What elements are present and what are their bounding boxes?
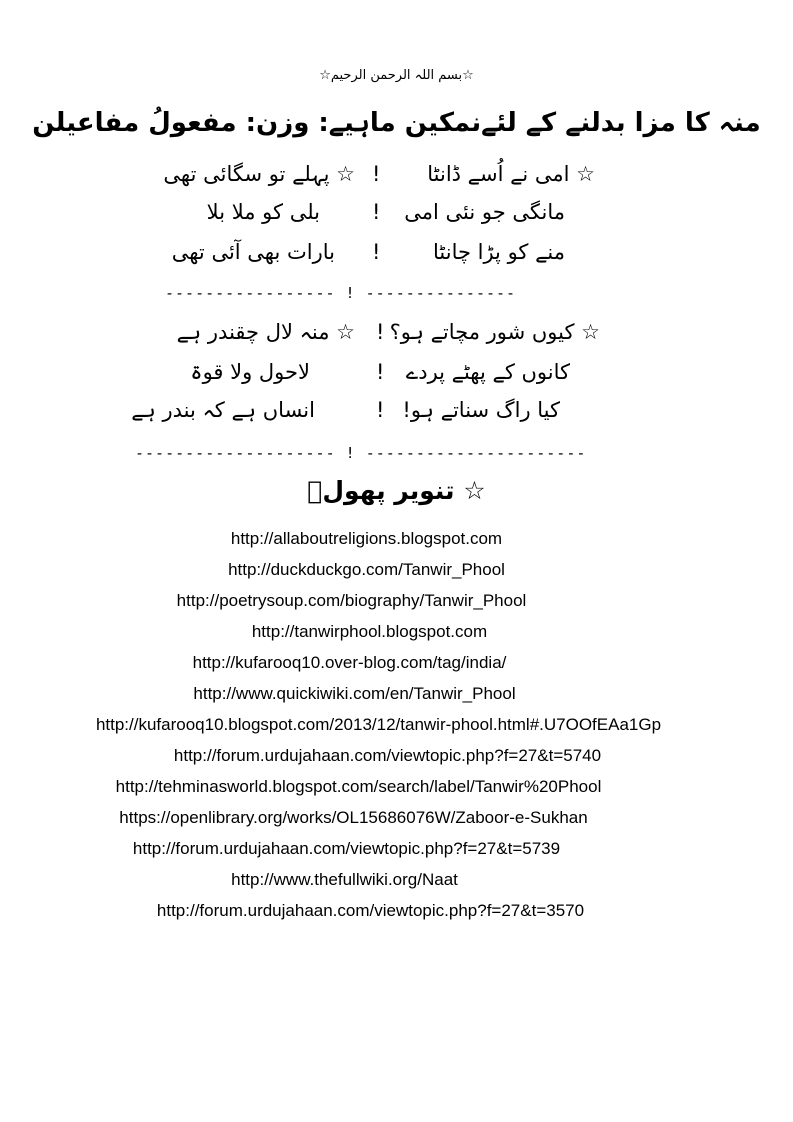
verse-right: کیا راگ سناتے ہو! — [402, 398, 560, 422]
verse-left: ☆ منہ لال چقندر ہے — [176, 320, 355, 344]
link-item[interactable]: http://forum.urdujahaan.com/viewtopic.php?f=27&t=5740 — [173, 746, 602, 765]
verse-separator: ! — [372, 200, 381, 224]
verse-right: ☆ امی نے اُسے ڈانٹا — [427, 162, 595, 186]
verse-right: ☆ کیوں شور مچاتے ہو؟ — [389, 320, 600, 344]
verse-left: بلی کو ملا بلا — [206, 200, 320, 224]
verse-right: کانوں کے پھٹے پردے — [405, 360, 570, 384]
verse-right: مانگی جو نئی امی — [404, 200, 565, 224]
verse-left: بارات بھی آئی تھی — [171, 240, 335, 264]
verse-separator: ! — [372, 162, 381, 186]
verse-separator: ! — [376, 398, 385, 422]
verse-left: لاحول ولا قوۃ — [190, 360, 310, 384]
verse-separator: ! — [372, 240, 381, 264]
link-item[interactable]: http://kufarooq10.over-blog.com/tag/india/ — [192, 653, 507, 672]
link-item[interactable]: http://tehminasworld.blogspot.com/search/label/Tanwir%20Phool — [115, 777, 602, 796]
author-signature: ☆ تنویر پھولؔ — [307, 476, 486, 505]
link-item[interactable]: http://poetrysoup.com/biography/Tanwir_Phool — [176, 591, 527, 610]
poem-title: منہ کا مزا بدلنے کے لئےنمکین ماہیے: وزن: مفعولُ مفاعیلن — [32, 108, 761, 138]
link-item[interactable]: http://www.thefullwiki.org/Naat — [231, 870, 458, 889]
verse-separator: ! — [376, 320, 385, 344]
link-item[interactable]: http://kufarooq10.blogspot.com/2013/12/tanwir-phool.html#.U7OOfEAa1Gp — [95, 715, 662, 734]
verse-left: ☆ پہلے تو سگائی تھی — [163, 162, 355, 186]
link-item[interactable]: http://www.quickiwiki.com/en/Tanwir_Phool — [193, 684, 516, 703]
bismillah-line: ☆بسم اللہ الرحمن الرحیم☆ — [319, 68, 474, 83]
verse-left: انساں ہے کہ بندر ہے — [131, 398, 315, 422]
link-item[interactable]: http://forum.urdujahaan.com/viewtopic.php?f=27&t=3570 — [156, 901, 585, 920]
link-item[interactable]: http://tanwirphool.blogspot.com — [251, 622, 488, 641]
link-item[interactable]: http://allaboutreligions.blogspot.com — [230, 529, 503, 548]
link-item[interactable]: http://forum.urdujahaan.com/viewtopic.php?f=27&t=5739 — [132, 839, 561, 858]
stanza-divider: -------------------- ! ---------------------- — [135, 444, 587, 462]
link-item[interactable]: https://openlibrary.org/works/OL15686076W/Zaboor-e-Sukhan — [119, 808, 588, 827]
stanza-divider: ----------------- ! --------------- — [165, 284, 517, 302]
link-item[interactable]: http://duckduckgo.com/Tanwir_Phool — [228, 560, 505, 579]
verse-separator: ! — [376, 360, 385, 384]
verse-right: منے کو پڑا چانٹا — [433, 240, 565, 264]
